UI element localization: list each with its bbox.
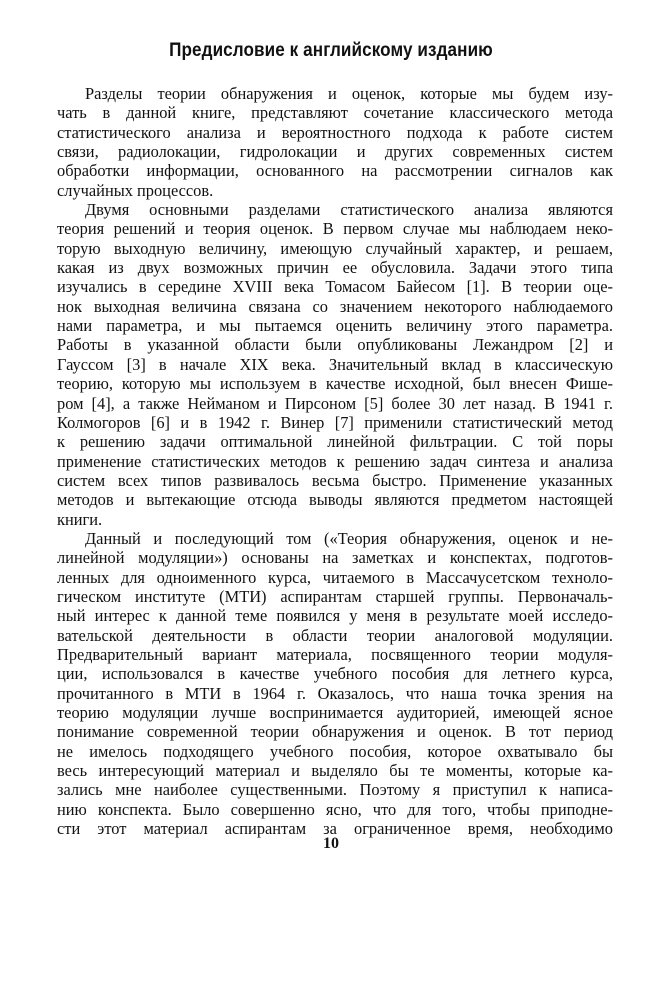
text-line: изучались в середине XVIII века Томасом Байесом [1]. В теории оце-: [57, 277, 613, 297]
text-line: Разделы теории обнаружения и оценок, которые мы будем изу-: [85, 84, 613, 103]
text-line: методов и вытекающие отсюда выводы являются предметом настоящей: [57, 490, 613, 510]
text-line: ром [4], а также Нейманом и Пирсоном [5] более 30 лет назад. В 1941 г.: [57, 393, 613, 413]
text-line: вательской деятельности в области теории аналоговой модуляции.: [57, 625, 613, 645]
text-line: чать в данной книге, представляют сочетание классического метода: [57, 103, 613, 123]
text-line: торую выходную величину, имеющую случайный характер, и решаем,: [57, 238, 613, 258]
text-line: зались мне наиболее существенными. Поэтому я приступил к написа-: [57, 780, 613, 800]
text-line: сти этот материал аспирантам за ограниченное время, необходимо: [57, 819, 613, 839]
text-line: обработки информации, основанного на рассмотрении сигналов как: [57, 161, 613, 181]
page-number: 10: [323, 835, 339, 852]
text-line: систем всех типов развивалось весьма быстро. Применение указанных: [57, 470, 613, 490]
text-line: нию конспекта. Было совершенно ясно, что для того, чтобы приподне-: [57, 799, 613, 819]
page-heading: Предисловие к английскому изданию: [169, 40, 493, 61]
text-line: теория решений и теория оценок. В первом случае мы наблюдаем неко-: [57, 219, 613, 239]
text-line: какая из двух возможных причин ее обусловила. Задачи этого типа: [57, 258, 613, 278]
text-line: статистического анализа и вероятностного подхода к работе систем: [57, 122, 613, 142]
text-line: теорию, которую мы используем в качестве исходной, был внесен Фише-: [57, 374, 613, 394]
text-line: Данный и последующий том («Теория обнаружения, оценок и не-: [85, 528, 613, 548]
text-line: прочитанного в МТИ в 1964 г. Оказалось, что наша точка зрения на: [57, 683, 613, 703]
text-line: нок выходная величина связана со значением некоторого наблюдаемого: [57, 296, 613, 316]
text-line: теорию модуляции лучше воспринимается аудиторией, имеющей ясное: [57, 703, 613, 722]
text-line: Гауссом [3] в начале XIX века. Значительный вклад в классическую: [57, 354, 613, 374]
text-line: применение статистических методов к решению задач синтеза и анализа: [57, 451, 613, 471]
text-line: ный интерес к данной теме появился у меня в результате моей исследо-: [57, 606, 613, 626]
text-line: ленных для одноименного курса, читаемого в Массачусетском техноло-: [57, 567, 613, 587]
text-line: Предварительный вариант материала, посвященного теории модуля-: [57, 644, 613, 664]
text-line: Двумя основными разделами статистического анализа являются: [85, 200, 613, 220]
text-line: Работы в указанной области были опубликованы Лежандром [2] и: [57, 335, 613, 355]
text-line: не имелось подходящего учебного пособия, которое охватывало бы: [57, 741, 613, 761]
text-line: ции, использовался в качестве учебного пособия для летнего курса,: [57, 664, 613, 684]
text-line: Колмогоров [6] и в 1942 г. Винер [7] применили статистический метод: [57, 412, 613, 432]
text-line: весь интересующий материал и выделяло бы те моменты, которые ка-: [57, 761, 613, 781]
text-line: нами параметра, и мы пытаемся оценить величину этого параметра.: [57, 316, 613, 336]
text-line: гическом институте (МТИ) аспирантам старшей группы. Первоначаль-: [57, 586, 613, 606]
text-line: линейной модуляции») основаны на заметках и конспектах, подготов-: [57, 548, 613, 568]
text-line: понимание современной теории обнаружения и оценок. В тот период: [57, 722, 613, 742]
text-line: случайных процессов.: [57, 180, 214, 200]
text-line: связи, радиолокации, гидролокации и других современных систем: [57, 142, 613, 162]
text-line: к решению задачи оптимальной линейной фильтрации. С той поры: [57, 432, 613, 452]
body-text: [57, 84, 613, 838]
text-line: книги.: [57, 509, 103, 529]
